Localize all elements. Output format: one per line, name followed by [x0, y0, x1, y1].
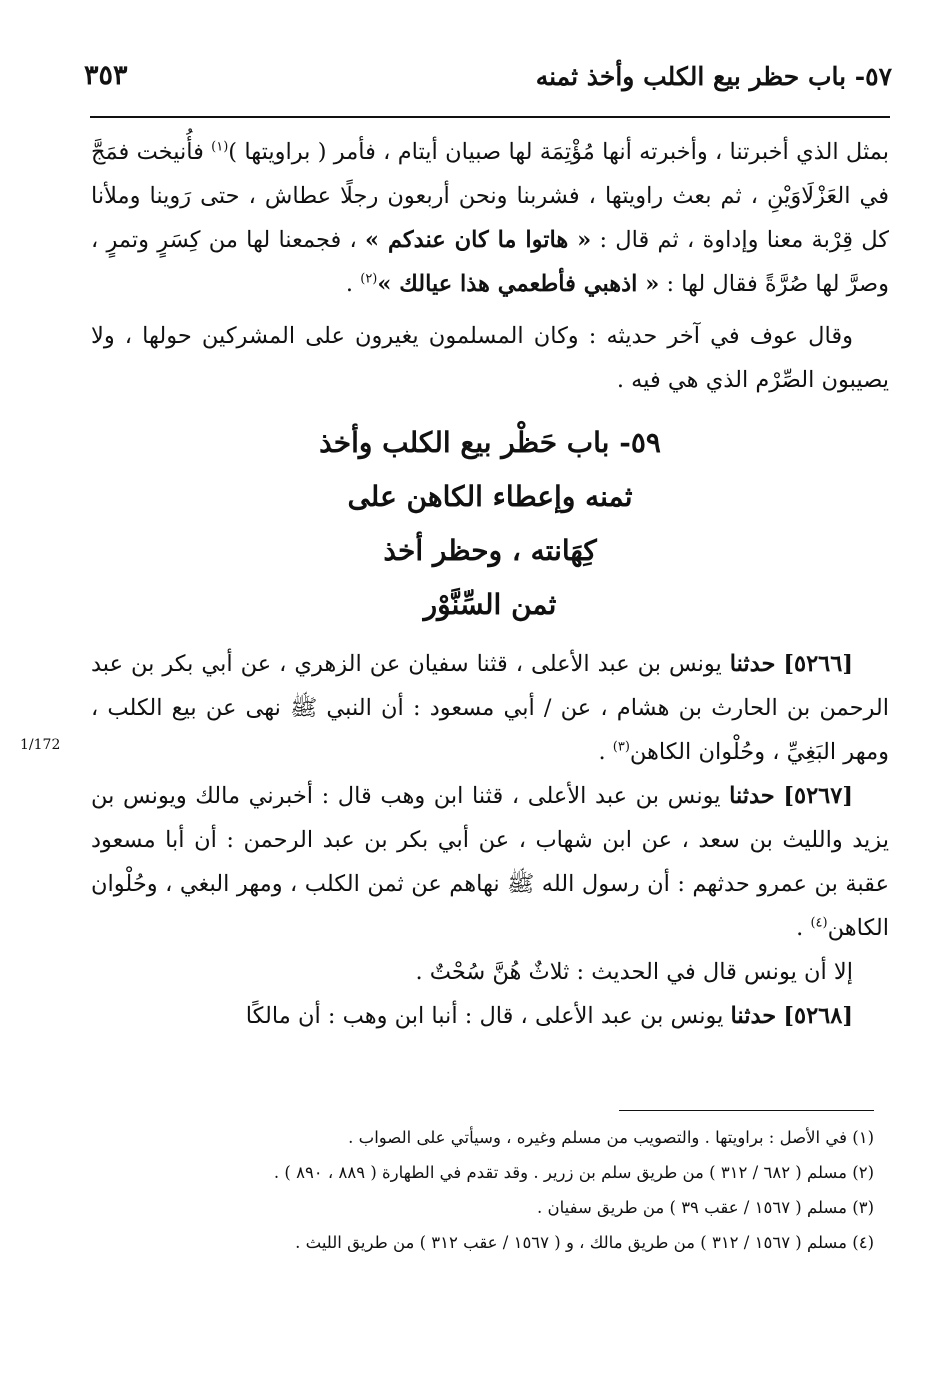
text-run: فأُنيخت فمَجَّ في العَزْلَاوَيْنِ ، ثم بعث راويتها ، فشربنا ونحن أربعون رجلًا عطاش ، حتى رَوينا وملأنا كل قِرْبة معنا وإداوة ، ثم قال :: [91, 139, 890, 253]
footnote-2: (٢) مسلم ( ٦٨٢ / ٣١٢ ) من طريق سلم بن زرير . وقد تقدم في الطهارة ( ٨٨٩ ، ٨٩٠ ) .: [273, 1163, 874, 1182]
chapter-title-line: كِهَانته ، وحظر أخذ: [383, 534, 597, 567]
running-title: ٥٧- باب حظر بيع الكلب وأخذ ثمنه: [535, 62, 892, 91]
quoted-speech: « هاتوا ما كان عندكم »: [364, 227, 592, 253]
text-run: .: [598, 739, 613, 765]
text-run: يونس بن عبد الأعلى ، قثنا ابن وهب قال : أخبرني مالك ويونس بن يزيد والليث بن سعد ، عن ابن شهاب ، عن أبي بكر بن عبد الرحمن : أن أبا مسعود عقبة بن عمرو حدثهم : أن رسول الله ﷺ نهاهم عن ثمن الكلب ، ومهر البغي ، وحُلْوان الكاهن: [91, 783, 889, 941]
main-text: [91, 130, 889, 1038]
hadith-lead: حدثنا: [729, 651, 776, 677]
text-run: يونس بن عبد الأعلى ، قال : أنبا ابن وهب : أن مالكًا: [245, 1003, 731, 1029]
header-divider: [90, 116, 890, 118]
paragraph-continuation: [91, 130, 889, 306]
footnote-marker-4[interactable]: (٤): [810, 915, 828, 931]
page-number: ٣٥٣: [84, 60, 128, 91]
chapter-title-line: ثمنه وإعطاء الكاهن على: [347, 480, 633, 513]
paragraph-awf: وقال عوف في آخر حديثه : وكان المسلمون يغيرون على المشركين حولها ، ولا يصيبون الصِّرْم الذي هي فيه .: [91, 323, 889, 393]
page-header: [80, 58, 892, 104]
text-run: ، فجمعنا لها من كِسَرٍ وتمرٍ ، وصرَّ لها صُرَّةً فقال لها :: [91, 227, 889, 297]
text-run: يونس بن عبد الأعلى ، قثنا سفيان عن الزهري ، عن أبي بكر بن عبد الرحمن بن الحارث بن هشام ، عن / أبي مسعود : أن النبي ﷺ نهى عن بيع الكلب ، ومهر البَغِيِّ ، وحُلْوان الكاهن: [91, 651, 889, 765]
hadith-number: [٥٢٦٨]: [783, 1003, 853, 1029]
manuscript-folio-ref: 1/172: [20, 737, 61, 753]
footnote-3: (٣) مسلم ( ١٥٦٧ / عقب ٣٩ ) من طريق سفيان .: [536, 1198, 874, 1217]
footnote-marker-2[interactable]: (٢): [360, 271, 378, 287]
chapter-title-line: ثمن السِّنَّوْر: [423, 588, 557, 621]
footnotes: [94, 1120, 874, 1260]
footnote-divider: [619, 1110, 874, 1111]
footnote-1: (١) في الأصل : براويتها . والتصويب من مسلم وغيره ، وسيأتي على الصواب .: [348, 1128, 874, 1147]
hadith-number: [٥٢٦٦]: [783, 651, 853, 677]
footnote-4: (٤) مسلم ( ١٥٦٧ / ٣١٢ ) من طريق مالك ، و ( ١٥٦٧ / عقب ٣١٢ ) من طريق الليث .: [295, 1233, 874, 1252]
quoted-speech: « اذهبي فأطعمي هذا عيالك »: [377, 271, 660, 297]
footnote-marker-1[interactable]: (١): [211, 139, 229, 155]
hadith-5267: [91, 774, 889, 950]
hadith-number: [٥٢٦٧]: [783, 783, 853, 809]
hadith-5268: [91, 994, 889, 1038]
text-run: .: [796, 915, 811, 941]
chapter-title-line: ٥٩- باب حَظْر بيع الكلب وأخذ: [319, 426, 661, 459]
chapter-title: [91, 416, 889, 632]
paragraph-yunus-note: إلا أن يونس قال في الحديث : ثلاثٌ هُنَّ سُحْتٌ .: [415, 959, 853, 985]
footnote-marker-3[interactable]: (٣): [612, 739, 630, 755]
text-run: .: [345, 271, 361, 297]
hadith-lead: حدثنا: [729, 783, 775, 809]
hadith-5266: [91, 642, 889, 774]
text-run: بمثل الذي أخبرتنا ، وأخبرته أنها مُؤْتِمَة لها صبيان أيتام ، فأمر ( براويتها ): [228, 139, 890, 165]
hadith-lead: حدثنا: [730, 1003, 777, 1029]
